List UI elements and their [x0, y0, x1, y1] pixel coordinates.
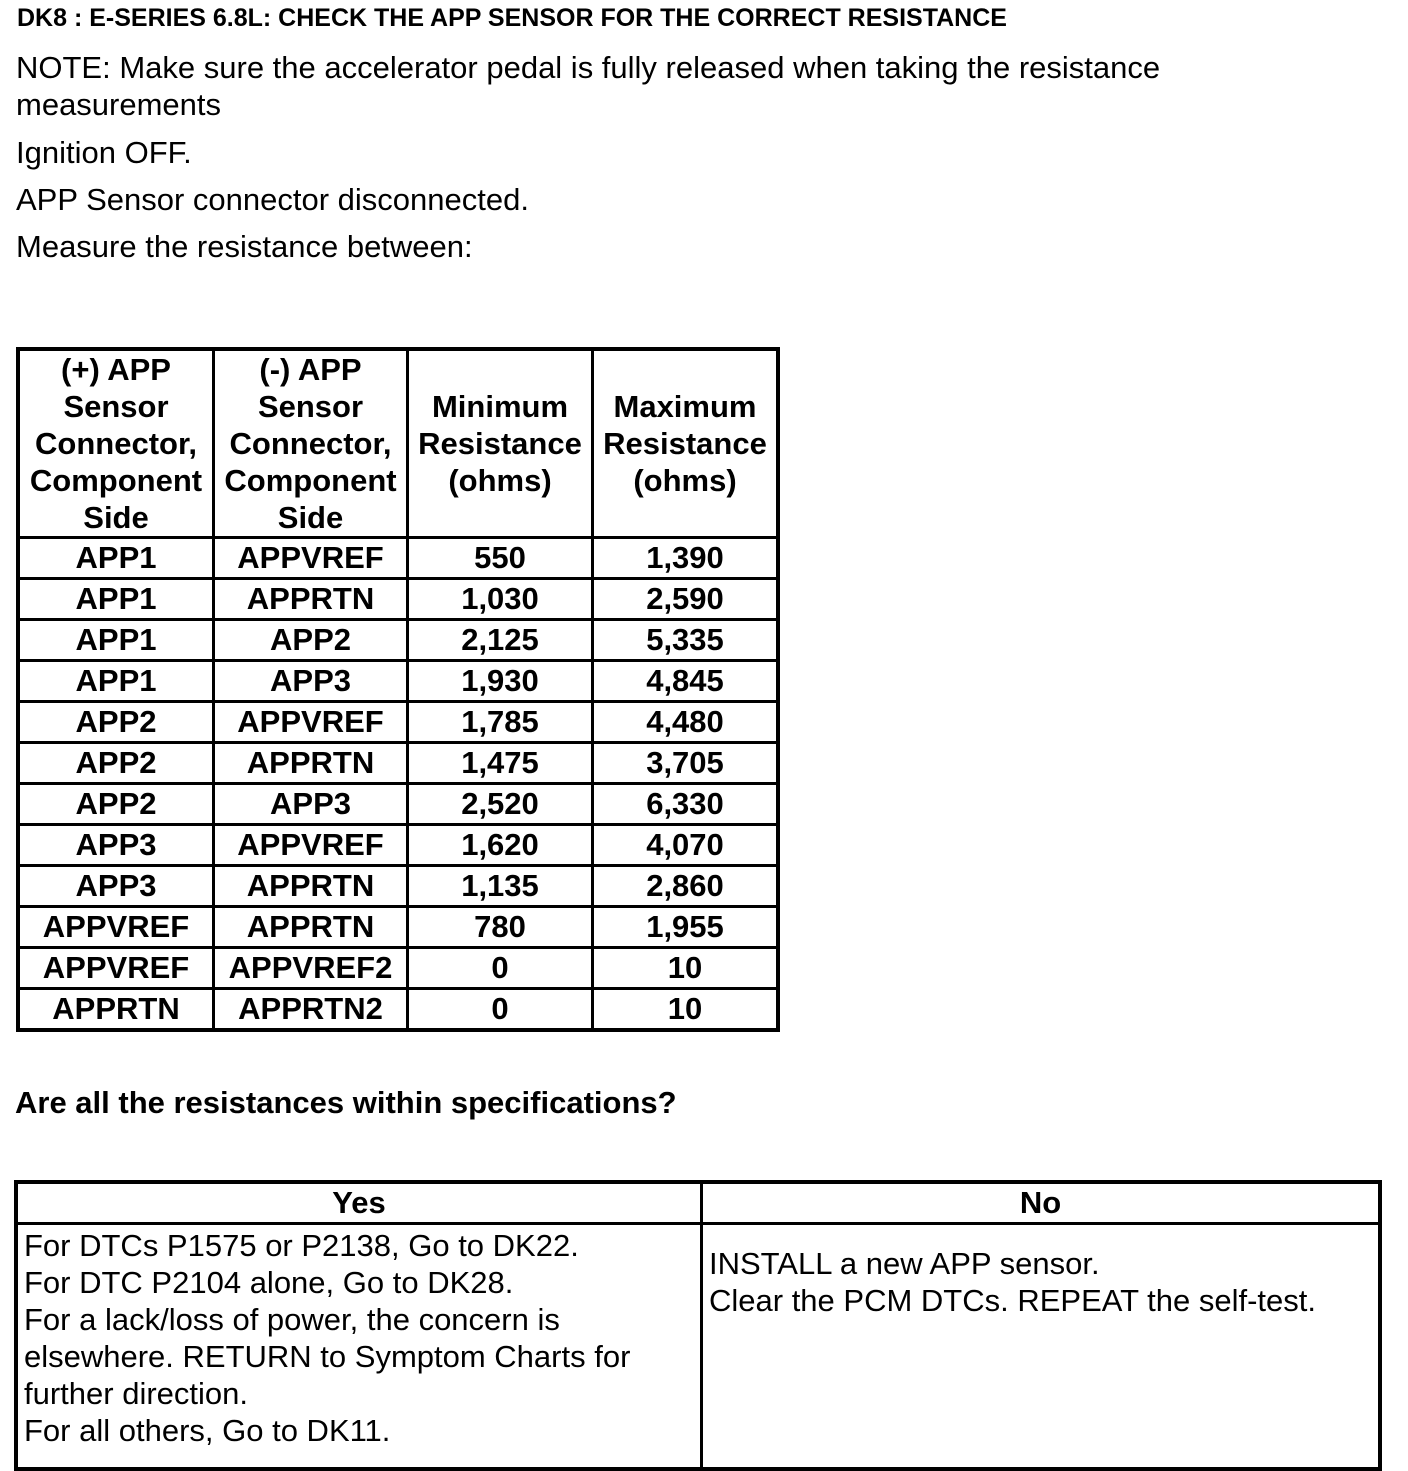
table-cell: 4,845	[593, 661, 779, 702]
table-row	[18, 784, 778, 825]
table-cell: APPVREF2	[214, 948, 408, 989]
table-cell: 6,330	[593, 784, 779, 825]
no-action-line: Clear the PCM DTCs. REPEAT the self-test.	[709, 1283, 1316, 1318]
yes-action-line: For DTCs P1575 or P2138, Go to DK22.	[24, 1228, 579, 1263]
table-cell: APPRTN	[214, 866, 408, 907]
yes-action-line: For a lack/loss of power, the concern is	[24, 1302, 560, 1337]
column-header-positive-connector	[18, 349, 214, 538]
note-line: measurements	[16, 87, 222, 122]
page-title: DK8 : E-SERIES 6.8L: CHECK THE APP SENSOR FOR THE CORRECT RESISTANCE	[17, 4, 1007, 32]
column-header-maximum-resistance	[593, 349, 779, 538]
yes-action-line: elsewhere. RETURN to Symptom Charts for	[24, 1339, 631, 1374]
table-cell: 0	[408, 989, 593, 1031]
specification-question: Are all the resistances within specifications?	[15, 1085, 677, 1120]
decision-header-row	[16, 1182, 1380, 1224]
yes-action-line: further direction.	[24, 1376, 248, 1411]
no-header: No	[702, 1182, 1381, 1224]
resistance-spec-table	[16, 347, 780, 1032]
table-cell: APPRTN	[18, 989, 214, 1031]
table-cell: 2,590	[593, 579, 779, 620]
table-cell: 1,785	[408, 702, 593, 743]
ignition-instruction: Ignition OFF.	[16, 135, 192, 170]
table-row	[18, 661, 778, 702]
table-cell: 10	[593, 948, 779, 989]
table-cell: APP3	[18, 825, 214, 866]
table-row	[18, 948, 778, 989]
table-cell: 2,125	[408, 620, 593, 661]
table-cell: APPRTN	[214, 579, 408, 620]
yes-action-line: For all others, Go to DK11.	[24, 1413, 391, 1448]
no-action-cell	[702, 1224, 1381, 1470]
header-line: Minimum	[431, 389, 569, 424]
table-cell: APPVREF	[18, 907, 214, 948]
header-line: Sensor	[63, 389, 169, 424]
connector-instruction: APP Sensor connector disconnected.	[16, 182, 529, 217]
table-cell: 2,860	[593, 866, 779, 907]
table-cell: 0	[408, 948, 593, 989]
table-row	[18, 907, 778, 948]
table-cell: 1,475	[408, 743, 593, 784]
header-line: Side	[83, 500, 149, 535]
table-cell: 10	[593, 989, 779, 1031]
header-line: Side	[277, 500, 344, 535]
table-cell: APP2	[214, 620, 408, 661]
table-cell: APP1	[18, 579, 214, 620]
table-cell: APPVREF	[214, 825, 408, 866]
header-line: (+) APP	[61, 352, 171, 387]
header-line: Component	[29, 463, 203, 498]
column-header-negative-connector	[214, 349, 408, 538]
table-cell: APP2	[18, 784, 214, 825]
yes-action-line: For DTC P2104 alone, Go to DK28.	[24, 1265, 514, 1300]
table-cell: APPVREF	[18, 948, 214, 989]
table-cell: APPVREF	[214, 702, 408, 743]
table-cell: 1,030	[408, 579, 593, 620]
header-line: (-) APP	[259, 352, 362, 387]
table-cell: 1,620	[408, 825, 593, 866]
yes-header: Yes	[16, 1182, 702, 1224]
table-cell: 2,520	[408, 784, 593, 825]
table-header-row	[18, 349, 778, 538]
table-cell: APPRTN2	[214, 989, 408, 1031]
table-cell: APP3	[214, 784, 408, 825]
table-cell: APP2	[18, 702, 214, 743]
table-row	[18, 989, 778, 1031]
table-cell: 4,480	[593, 702, 779, 743]
header-line: Maximum	[613, 389, 757, 424]
table-cell: 5,335	[593, 620, 779, 661]
no-action-line: INSTALL a new APP sensor.	[709, 1246, 1100, 1281]
table-cell: 1,955	[593, 907, 779, 948]
header-line: Sensor	[257, 389, 364, 424]
header-line: Connector,	[229, 426, 392, 461]
table-cell: 780	[408, 907, 593, 948]
header-line: (ohms)	[448, 463, 552, 498]
header-line: (ohms)	[633, 463, 737, 498]
table-cell: APP3	[18, 866, 214, 907]
table-cell: 1,135	[408, 866, 593, 907]
column-header-minimum-resistance	[408, 349, 593, 538]
table-cell: APPRTN	[214, 907, 408, 948]
yes-action-cell	[16, 1224, 702, 1470]
table-cell: 1,390	[593, 538, 779, 579]
table-cell: APP1	[18, 620, 214, 661]
table-row	[18, 538, 778, 579]
header-line: Resistance	[418, 426, 582, 461]
table-cell: APPRTN	[214, 743, 408, 784]
table-cell: 1,930	[408, 661, 593, 702]
table-cell: APP2	[18, 743, 214, 784]
table-cell: 4,070	[593, 825, 779, 866]
table-row	[18, 743, 778, 784]
header-line: Connector,	[35, 426, 197, 461]
table-cell: APPVREF	[214, 538, 408, 579]
table-cell: APP1	[18, 538, 214, 579]
table-row	[18, 825, 778, 866]
table-cell: APP1	[18, 661, 214, 702]
header-line: Resistance	[603, 426, 767, 461]
table-cell: APP3	[214, 661, 408, 702]
table-cell: 550	[408, 538, 593, 579]
measure-instruction: Measure the resistance between:	[16, 229, 473, 264]
table-row	[18, 702, 778, 743]
note-text	[16, 49, 1160, 123]
header-line: Component	[224, 463, 397, 498]
note-line: NOTE: Make sure the accelerator pedal is fully released when taking the resistance	[16, 50, 1161, 85]
decision-body-row	[16, 1224, 1380, 1470]
table-row	[18, 579, 778, 620]
decision-table	[14, 1180, 1382, 1471]
table-row	[18, 620, 778, 661]
table-cell: 3,705	[593, 743, 779, 784]
table-row	[18, 866, 778, 907]
